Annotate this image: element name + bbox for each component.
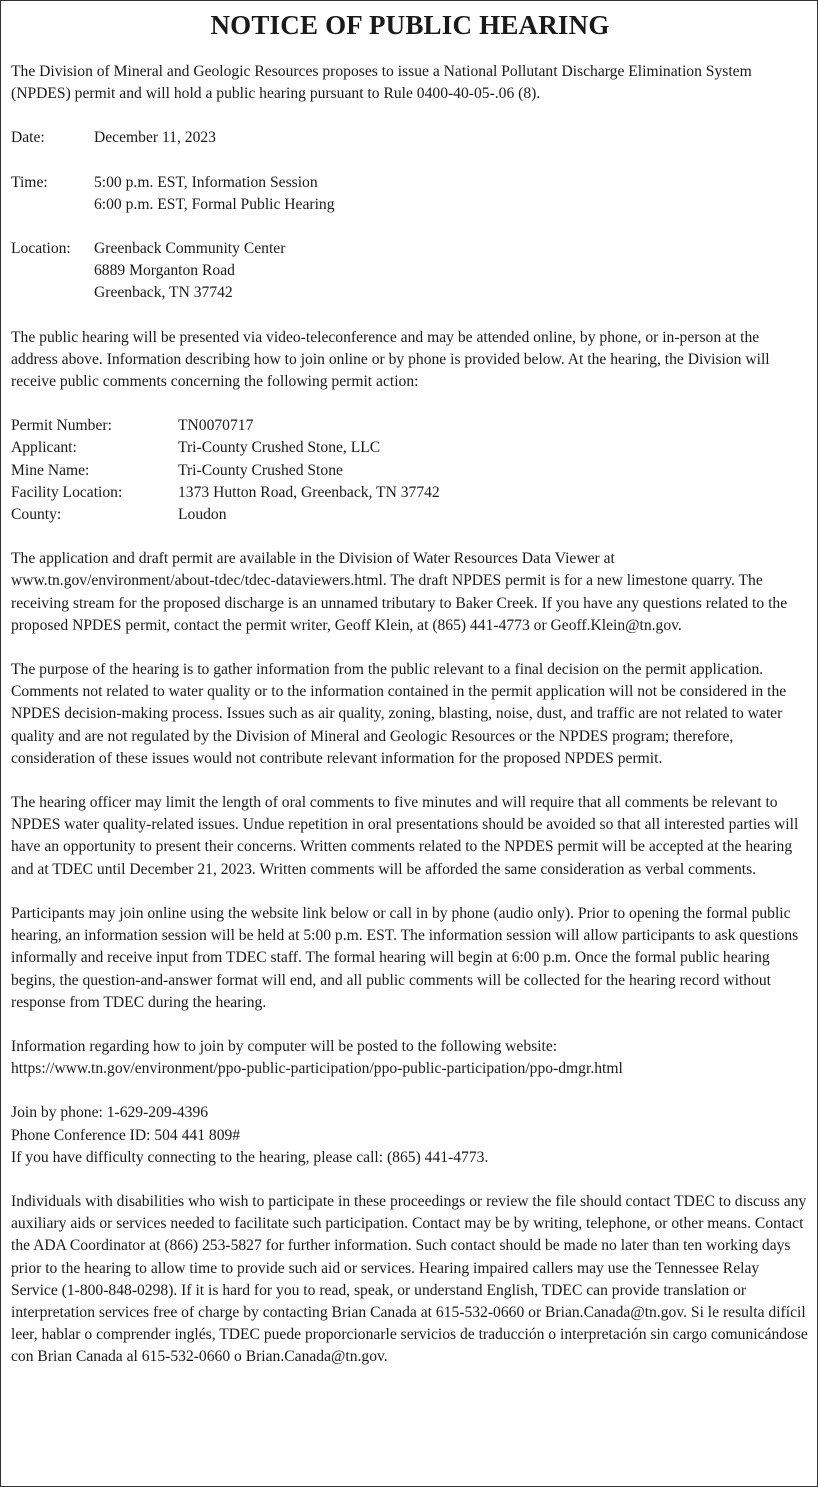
date-row: [11, 127, 809, 149]
date-label: Date:: [11, 129, 45, 147]
time-info-session: 5:00 p.m. EST, Information Session: [94, 173, 318, 191]
purpose-paragraph: The purpose of the hearing is to gather information from the public relevant to a final decision on the permit application. Comments not related to water quality or to the information contained in the permit application will not be considered in the NPDES decision-making process. Issues such as air quality, zoning, blasting, noise, dust, and traffic are not related to water quality and are not regulated by the Division of Mineral and Geologic Resources or the NPDES program; therefore, consideration of these issues would not contribute relevant information for the proposed NPDES permit.: [11, 661, 787, 767]
applicant-label: Applicant:: [11, 439, 77, 457]
county-label: County:: [11, 506, 62, 524]
county-value: Loudon: [178, 506, 227, 524]
join-website-link[interactable]: https://www.tn.gov/environment/ppo-public-participation/ppo-public-participation/ppo-dmgr.html: [11, 1060, 623, 1078]
hearing-officer-paragraph: The hearing officer may limit the length of oral comments to five minutes and will require that all comments be relevant to NPDES water quality-related issues. Undue repetition in oral presentations should be avoided so that all interested parties will have an opportunity to present their concerns. Written comments related to the NPDES permit will be accepted at the hearing and at TDEC until December 21, 2023. Written comments will be afforded the same consideration as verbal comments.: [11, 794, 799, 878]
mine-name-label: Mine Name:: [11, 461, 90, 479]
mine-name-value: Tri-County Crushed Stone: [178, 461, 343, 479]
time-row: [11, 172, 809, 216]
phone-conference-id: Phone Conference ID: 504 441 809#: [11, 1126, 241, 1144]
notice-title: NOTICE OF PUBLIC HEARING: [210, 10, 610, 40]
location-name: Greenback Community Center: [94, 240, 286, 258]
ada-paragraph: Individuals with disabilities who wish to participate in these proceedings or review the file should contact TDEC to discuss any auxiliary aids or services needed to facilitate such participation. Contact may be by writing, telephone, or other means. Contact the ADA Coordinator at (866) 253-5827 for further information. Such contact should be made no later than ten working days prior to the hearing to allow time to provide such aid or services. Hearing impaired callers may use the Tennessee Relay Service (1-800-848-0298). If it is hard for you to read, speak, or understand English, TDEC can provide translation or interpretation services free of charge by contacting Brian Canada at 615-532-0660 or Brian.Canada@tn.gov. Si le resulta difícil leer, hablar o comprender inglés, TDEC puede proporcionarle servicios de traducción o interpretación sin cargo comunicándose con Brian Canada al 615-532-0660 o Brian.Canada@tn.gov.: [11, 1192, 808, 1366]
join-computer-text: Information regarding how to join by computer will be posted to the following website:: [11, 1037, 558, 1055]
facility-location-value: 1373 Hutton Road, Greenback, TN 37742: [178, 483, 440, 501]
location-row: [11, 238, 809, 305]
permit-number-label: Permit Number:: [11, 417, 112, 435]
facility-location-label: Facility Location:: [11, 483, 123, 501]
applicant-value: Tri-County Crushed Stone, LLC: [178, 439, 381, 457]
permit-details: [11, 415, 809, 526]
time-label: Time:: [11, 173, 48, 191]
intro-paragraph: The Division of Mineral and Geologic Resources proposes to issue a National Pollutant Discharge Elimination System (NPDES) permit and will hold a public hearing pursuant to Rule 0400-40-05-.06 (8).: [11, 63, 752, 103]
date-value: December 11, 2023: [94, 129, 216, 147]
join-phone-number: Join by phone: 1-629-209-4396: [11, 1104, 209, 1122]
location-city: Greenback, TN 37742: [94, 284, 233, 302]
join-phone-section: [11, 1102, 809, 1169]
application-paragraph: The application and draft permit are available in the Division of Water Resources Data Viewer at www.tn.gov/environment/about-tdec/tdec-dataviewers.html. The draft NPDES permit is for a new limestone quarry. The receiving stream for the proposed discharge is an unnamed tributary to Baker Creek. If you have any questions related to the proposed NPDES permit, contact the permit writer, Geoff Klein, at (865) 441-4773 or Geoff.Klein@tn.gov.: [11, 550, 788, 634]
permit-number-value: TN0070717: [178, 417, 254, 435]
time-formal-hearing: 6:00 p.m. EST, Formal Public Hearing: [94, 195, 335, 213]
location-label: Location:: [11, 240, 71, 258]
participants-paragraph: Participants may join online using the website link below or call in by phone (audio only). Prior to opening the formal public hearing, an information session will be held at 5:00 p.m. EST. The information session will allow participants to ask questions informally and receive input from TDEC staff. The formal hearing will begin at 6:00 p.m. Once the formal public hearing begins, the question-and-answer format will end, and all public comments will be collected for the hearing record without response from TDEC during the hearing.: [11, 904, 799, 1011]
difficulty-contact: If you have difficulty connecting to the hearing, please call: (865) 441-4773.: [11, 1148, 489, 1166]
join-computer-section: [11, 1036, 809, 1080]
video-paragraph: The public hearing will be presented via video-teleconference and may be attended online, by phone, or in-person at the address above. Information describing how to join online or by phone is provided below. At the hearing, the Division will receive public comments concerning the following permit action:: [11, 328, 770, 391]
location-street: 6889 Morganton Road: [94, 262, 235, 280]
